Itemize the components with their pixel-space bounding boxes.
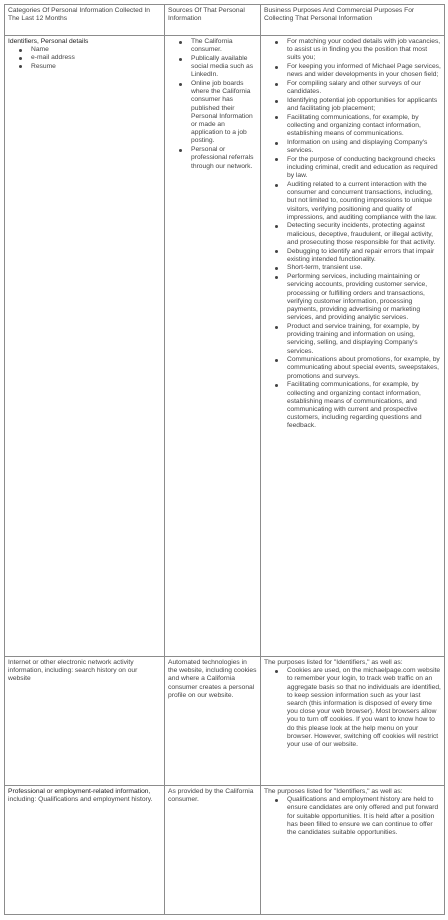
list-item: Publically available social media such as LinkedIn. xyxy=(191,55,257,80)
list-item: Cookies are used, on the michaelpage.com website to remember your login, to track web traffic on an aggregate basis so that no individuals are identified, to keep session information such as your last search (this information is disposed of every time you close your web browser). Most browsers allow you to turn off cookies. If you want to know how to do this please look at the help menu on your browser. However, switching off cookies will restrict your use of our website. xyxy=(287,667,441,749)
header-row xyxy=(5,5,445,36)
header-sources: Sources Of That Personal Information xyxy=(165,5,261,36)
list-item: Facilitating communications, for example, by collecting and organizing contact information, establishing means of communications. xyxy=(287,114,441,139)
category-cell xyxy=(5,786,165,915)
list-item: The California consumer. xyxy=(191,38,257,54)
list-item: Resume xyxy=(31,63,161,71)
list-item: For keeping you informed of Michael Page services, news and wider developments in your chosen field; xyxy=(287,63,441,79)
purposes-intro: The purposes listed for "Identifiers," as well as: xyxy=(264,788,403,795)
list-item: Information on using and displaying Company's services. xyxy=(287,139,441,155)
header-purposes: Business Purposes And Commercial Purposes For Collecting That Personal Information xyxy=(261,5,445,36)
purposes-list xyxy=(264,38,441,431)
purposes-intro: The purposes listed for "Identifiers," as well as: xyxy=(264,659,403,666)
list-item: Identifying potential job opportunities for applicants and facilitating job placement; xyxy=(287,97,441,113)
list-item: For matching your coded details with job vacancies, to assist us in finding you the position that most suits you; xyxy=(287,38,441,62)
category-title: Identifiers, Personal details xyxy=(8,38,89,45)
list-item: Short-term, transient use. xyxy=(287,264,441,272)
list-item: For compiling salary and other surveys of our candidates. xyxy=(287,80,441,96)
list-item: Communications about promotions, for example, by communicating about special events, sweepstakes, promotions and surveys. xyxy=(287,356,440,380)
category-rest: , including: Qualifications and employment history. xyxy=(8,788,153,804)
list-item: Product and service training, for example, by providing training and information on using, servicing, selling, and displaying Company's services. xyxy=(287,323,441,356)
personal-information-table xyxy=(4,4,445,915)
sources-list xyxy=(168,38,257,171)
list-item: Debugging to identify and repair errors that impair existing intended functionality. xyxy=(287,248,441,264)
sources-cell xyxy=(165,36,261,657)
list-item: Detecting security incidents, protecting against malicious, deceptive, fraudulent, or illegal activity, and prosecuting those responsible for that activity. xyxy=(287,222,441,247)
sources-cell: Automated technologies in the website, including cookies and where a California consumer creates a personal profile on our website. xyxy=(165,657,261,786)
list-item: For the purpose of conducting background checks including criminal, credit and education as required by law. xyxy=(287,156,441,181)
list-item: Qualifications and employment history are held to ensure candidates are only offered and put forward for suitable opportunities. It is held after a position has been filled to ensure we can continue to offer the candidates suitable opportunities. xyxy=(287,796,441,837)
sources-cell: As provided by the California consumer. xyxy=(165,786,261,915)
purposes-list xyxy=(264,667,441,749)
category-items xyxy=(8,46,161,71)
list-item: Personal or professional referrals through our network. xyxy=(191,146,257,171)
list-item: Name xyxy=(31,46,161,54)
table-row xyxy=(5,36,445,657)
list-item: Performing services, including maintaining or servicing accounts, providing customer service, processing or fulfilling orders and transactions, verifying customer information, processing payments, providing advertising or marketing services, and providing analytic services. xyxy=(287,273,441,322)
list-item: Facilitating communications, for example, by collecting and organizing contact information, establishing means of communications, and communicating with current and prospective customers, including regarding questions and feedback. xyxy=(287,381,441,430)
purposes-cell xyxy=(261,657,445,786)
table-row xyxy=(5,657,445,786)
purposes-cell xyxy=(261,786,445,915)
category-bold: Professional or employment-related information xyxy=(8,788,149,795)
table-row xyxy=(5,786,445,915)
list-item: Auditing related to a current interaction with the consumer and concurrent transactions, including, but not limited to, counting impressions to unique visitors, verifying positioning and quality of impressions, and auditing compliance with the law. xyxy=(287,181,441,222)
purposes-list xyxy=(264,796,441,837)
category-cell: Internet or other electronic network activity information, including: search history on our website xyxy=(5,657,165,786)
header-categories: Categories Of Personal Information Collected In The Last 12 Months xyxy=(5,5,165,36)
purposes-cell xyxy=(261,36,445,657)
category-cell xyxy=(5,36,165,657)
list-item: Online job boards where the California consumer has published their Personal Information or made an application to a job posting. xyxy=(191,80,257,146)
list-item: e-mail address xyxy=(31,54,161,62)
